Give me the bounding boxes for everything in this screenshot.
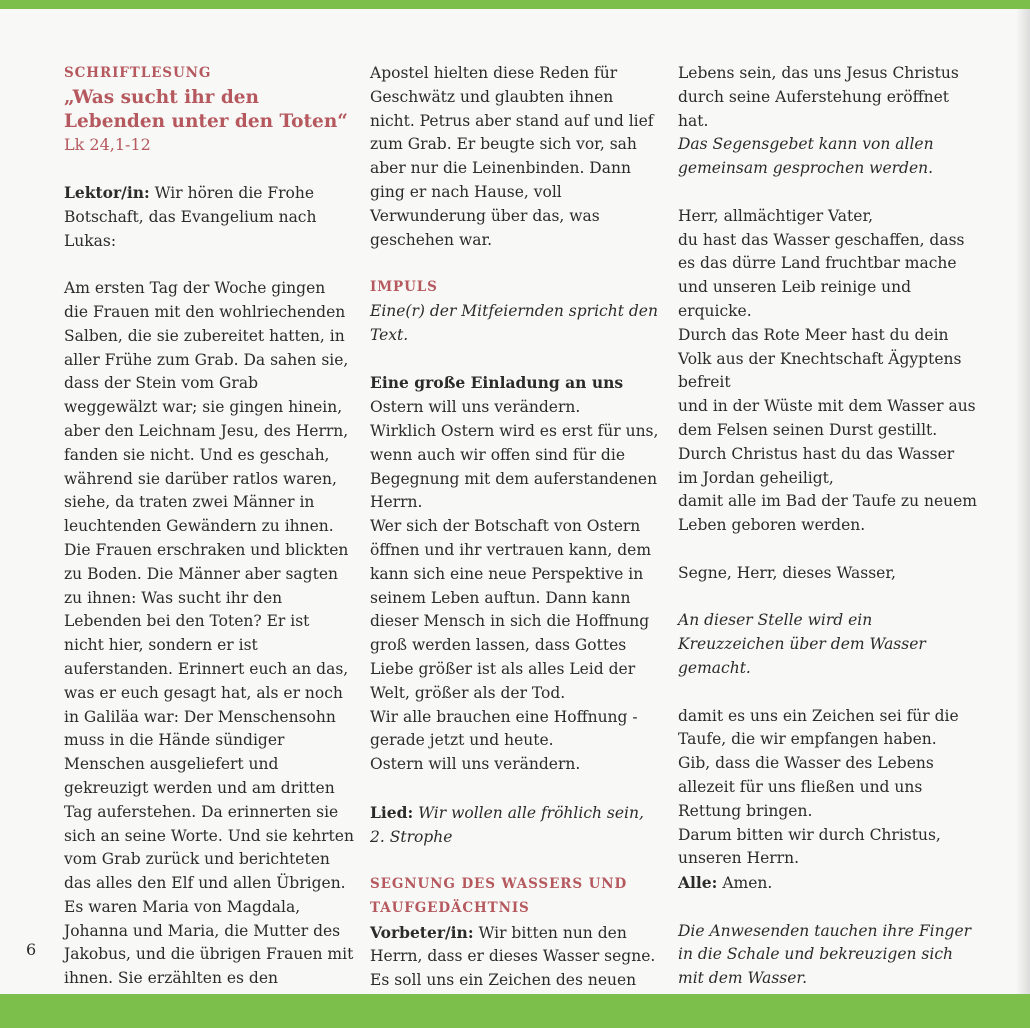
prayer-line: Durch Christus hast du das Wasser im Jordan geheiligt,	[678, 444, 955, 487]
impuls-line: Wirklich Ostern wird es erst für uns, wenn auch wir offen sind für die Begegnung mit dem auferstandenen Herrn.	[370, 421, 659, 512]
prayer2-line: Darum bitten wir durch Christus, unseren Herrn.	[678, 825, 941, 868]
section-heading-segnung: SEGNUNG DES WASSERS UND TAUFGEDÄCHTNIS	[370, 876, 628, 916]
prayer-line: Durch das Rote Meer hast du dein Volk aus der Knechtschaft Ägyptens befreit	[678, 325, 962, 392]
page-number: 6	[26, 940, 37, 959]
section-heading-schriftlesung: SCHRIFTLESUNG	[64, 65, 212, 81]
column-1	[64, 62, 354, 1015]
lector-label: Lektor/in:	[64, 182, 150, 202]
prayer-line: Herr, allmächtiger Vater,	[678, 206, 874, 225]
impuls-instruction: Eine(r) der Mitfeiernden spricht den Text.	[370, 301, 658, 344]
segne-line: Segne, Herr, dieses Wasser,	[678, 563, 896, 582]
instruction-kreuzzeichen: An dieser Stelle wird ein Kreuzzeichen über dem Wasser gemacht.	[678, 611, 926, 677]
scripture-reference: Lk 24,1-12	[64, 135, 151, 155]
prayer2-line: damit es uns ein Zeichen sei für die Taufe, die wir empfangen haben.	[678, 706, 959, 749]
vorbeter-paragraph	[370, 921, 660, 993]
alle-label: Alle:	[678, 873, 718, 893]
section-heading-impuls: IMPULS	[370, 279, 438, 296]
bottom-green-bar	[0, 994, 1030, 1028]
gospel-text: Am ersten Tag der Woche gingen die Frauen mit den wohlriechenden Salben, die sie zubereitet hatten, in aller Frühe zum Grab. Da sahen sie, dass der Stein vom Grab weggewälzt war; sie gingen hinein, aber den Leichnam Jesu, des Herrn, fanden sie nicht. Und es geschah, während sie darüber ratlos waren, siehe, da traten zwei Männer in leuchtenden Gewändern zu ihnen. Die Frauen erschraken und blickten zu Boden. Die Männer aber sagten zu ihnen: Was sucht ihr den Lebenden bei den Toten? Er ist nicht hier, sondern er ist auferstanden. Erinnert euch an das, was er euch gesagt hat, als er noch in Galiläa war: Der Menschensohn muss in die Hände sündiger Menschen ausgeliefert und gekreuzigt werden und am dritten Tag auferstehen. Da erinnerten sie sich an seine Worte. Und sie kehrten vom Grab zurück und berichteten das alles den Elf und allen Übrigen. Es waren Maria von Magdala, Johanna und Maria, die Mutter des Jakobus, und die übrigen Frauen mit ihnen. Sie erzählten es den	[64, 279, 354, 988]
gospel-continuation: Apostel hielten diese Reden für Geschwätz und glaubten ihnen nicht. Petrus aber stand auf und lief zum Grab. Er beugte sich vor, sah aber nur die Leinenbinden. Dann ging er nach Hause, voll Verwunderung über das, was geschehen war.	[370, 64, 654, 249]
prayer2-line: Gib, dass die Wasser des Lebens allezeit für uns fließen und uns Rettung bringen.	[678, 754, 934, 820]
impuls-line: Wer sich der Botschaft von Ostern öffnen und ihr vertrauen kann, dem kann sich eine neue Perspektive in seinem Leben auftun. Dann kann dieser Mensch in sich die Hoffnung groß werden lassen, dass Gottes Liebe größer ist als alles Leid der Welt, größer als der Tod.	[370, 517, 652, 702]
alle-paragraph	[678, 871, 978, 896]
lied-text: Wir wollen alle fröhlich sein, 2. Strophe	[370, 803, 644, 846]
top-green-bar	[0, 0, 1030, 9]
prayer-line: und in der Wüste mit dem Wasser aus dem Felsen seinen Durst gestillt.	[678, 397, 976, 439]
reading-title: „Was sucht ihr den Lebenden unter den Toten“	[64, 86, 348, 132]
prayer-line: du hast das Wasser geschaffen, dass es das dürre Land fruchtbar mache und unseren Leib reinige und erquicke.	[678, 230, 965, 320]
instruction-segensgebet: Das Segensgebet kann von allen gemeinsam gesprochen werden.	[678, 135, 934, 178]
lied-label: Lied:	[370, 802, 414, 822]
page-edge-shadow	[1016, 9, 1030, 994]
vorbeter-continuation: Lebens sein, das uns Jesus Christus durch seine Auferstehung eröffnet hat.	[678, 64, 959, 130]
prayer-line: damit alle im Bad der Taufe zu neuem Leben geboren werden.	[678, 492, 978, 535]
impuls-line: Wir alle brauchen eine Hoffnung - gerade jetzt und heute.	[370, 707, 638, 750]
lied-paragraph	[370, 801, 660, 850]
instruction-finger: Die Anwesenden tauchen ihre Finger in die Schale und bekreuzigen sich mit dem Wasser.	[678, 921, 972, 988]
impuls-title: Eine große Einladung an uns	[370, 373, 624, 393]
lector-paragraph	[64, 181, 354, 253]
vorbeter-label: Vorbeter/in:	[370, 922, 474, 942]
column-2	[370, 62, 660, 993]
lector-text: Wir hören die Frohe Botschaft, das Evangelium nach Lukas:	[64, 183, 317, 250]
alle-text: Amen.	[717, 874, 773, 893]
vorbeter-text: Wir bitten nun den Herrn, dass er dieses Wasser segne. Es soll uns ein Zeichen des neuen	[370, 923, 656, 990]
column-3	[678, 62, 978, 991]
impuls-line: Ostern will uns verändern.	[370, 755, 581, 774]
impuls-line: Ostern will uns verändern.	[370, 398, 581, 417]
